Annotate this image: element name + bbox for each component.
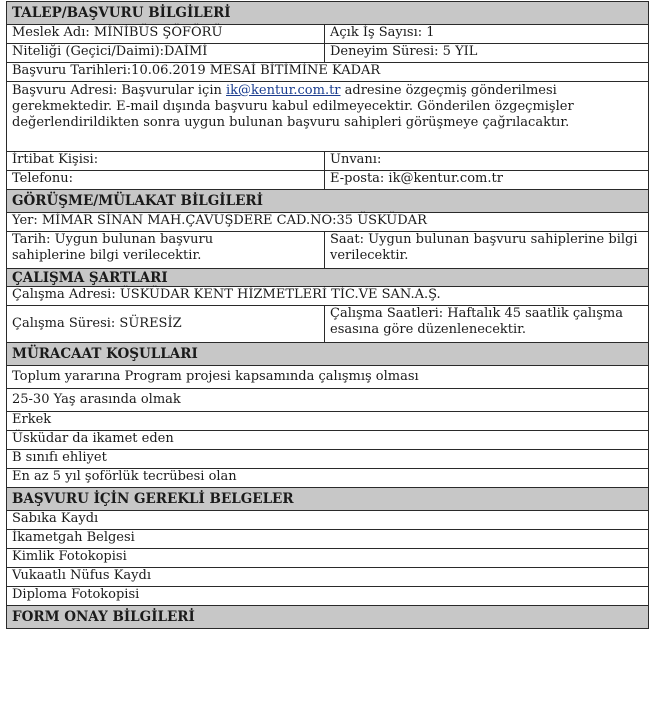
basvuru-adresi <box>7 82 649 152</box>
belge-item: Diploma Fotokopisi <box>7 587 649 606</box>
gorusme-yer: Yer: MİMAR SİNAN MAH.ÇAVUŞDERE CAD.NO:35 ÜSKÜDAR <box>7 213 649 232</box>
niteligi: Niteliği (Geçici/Daimi):DAİMİ <box>7 44 325 63</box>
acik-is-sayisi: Açık İş Sayısı: 1 <box>325 25 649 44</box>
job-posting-form <box>6 1 649 629</box>
muracaat-item: Üsküdar da ikamet eden <box>7 431 649 450</box>
belge-item: Vukaatlı Nüfus Kaydı <box>7 568 649 587</box>
section-header-belgeler: BAŞVURU İÇİN GEREKLİ BELGELER <box>7 488 649 511</box>
muracaat-item: Toplum yararına Program projesi kapsamında çalışmış olması <box>7 366 649 389</box>
section-header-gorusme: GÖRÜŞME/MÜLAKAT BİLGİLERİ <box>7 190 649 213</box>
gorusme-tarih: Tarih: Uygun bulunan başvuru sahiplerine bilgi verilecektir. <box>7 232 325 269</box>
irtibat-kisisi: İrtibat Kişisi: <box>7 152 325 171</box>
muracaat-item: En az 5 yıl şoförlük tecrübesi olan <box>7 469 649 488</box>
belge-item: Kimlik Fotokopisi <box>7 549 649 568</box>
deneyim-suresi: Deneyim Süresi: 5 YIL <box>325 44 649 63</box>
gorusme-saat: Saat: Uygun bulunan başvuru sahiplerine bilgi verilecektir. <box>325 232 649 269</box>
section-header-talep: TALEP/BAŞVURU BİLGİLERİ <box>7 2 649 25</box>
muracaat-item: B sınıfı ehliyet <box>7 450 649 469</box>
basvuru-tarihleri: Başvuru Tarihleri:10.06.2019 MESAİ BİTİMİNE KADAR <box>7 63 649 82</box>
meslek-adi: Meslek Adı: MİNİBÜS ŞÖFÖRÜ <box>7 25 325 44</box>
belge-item: İkametgah Belgesi <box>7 530 649 549</box>
belge-item: Sabıka Kaydı <box>7 511 649 530</box>
eposta: E-posta: ik@kentur.com.tr <box>325 171 649 190</box>
muracaat-item: 25-30 Yaş arasında olmak <box>7 389 649 412</box>
email-link[interactable]: ik@kentur.com.tr <box>226 83 341 98</box>
muracaat-item: Erkek <box>7 412 649 431</box>
calisma-suresi: Çalışma Süresi: SÜRESİZ <box>7 306 325 343</box>
unvani: Unvanı: <box>325 152 649 171</box>
calisma-adresi: Çalışma Adresi: ÜSKÜDAR KENT HİZMETLERİ TİC.VE SAN.A.Ş. <box>7 287 649 306</box>
telefonu: Telefonu: <box>7 171 325 190</box>
basvuru-adresi-prefix: Başvuru Adresi: Başvurular için <box>12 83 227 98</box>
basvuru-adresi-suffix: adresine özgeçmiş gönderilmesi gerekmektedir. E-mail dışında başvuru kabul edilmeyecektir. Gönderilen özgeçmişler değerlendirildikten sonra uygun bulunan başvuru sahipleri görüşmeye çağrılacaktır. <box>12 83 574 130</box>
calisma-saatleri: Çalışma Saatleri: Haftalık 45 saatlik çalışma esasına göre düzenlenecektir. <box>325 306 649 343</box>
section-header-calisma: ÇALIŞMA ŞARTLARI <box>7 269 649 287</box>
section-header-form: FORM ONAY BİLGİLERİ <box>7 606 649 629</box>
section-header-muracaat: MÜRACAAT KOŞULLARI <box>7 343 649 366</box>
